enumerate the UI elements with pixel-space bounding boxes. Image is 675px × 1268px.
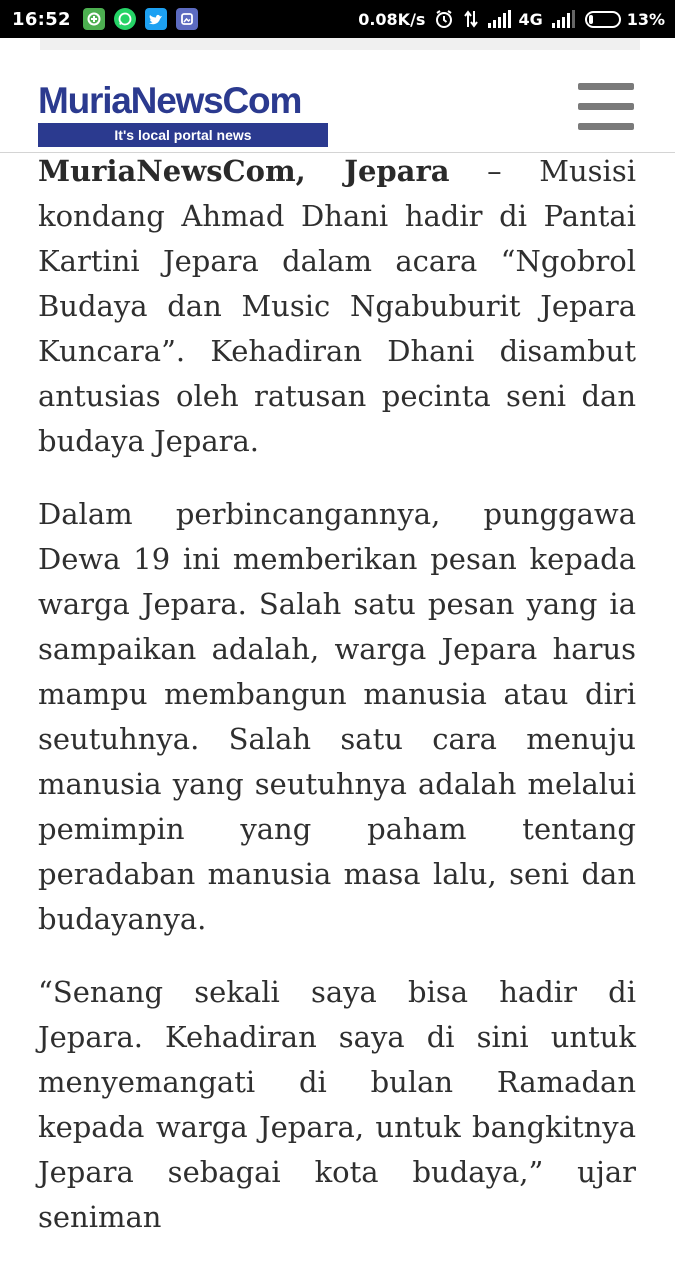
menu-bar (578, 83, 634, 90)
status-time: 16:52 (12, 8, 71, 30)
data-transfer-icon (463, 9, 479, 29)
status-bar (0, 0, 675, 38)
gallery-icon (176, 8, 198, 30)
signal-icon (552, 10, 576, 28)
logo-name: MuriaNewsCom (38, 80, 302, 121)
hamburger-menu-icon[interactable] (576, 82, 636, 132)
status-right (358, 9, 665, 29)
article-paragraph (38, 149, 636, 464)
article-paragraph: “Senang sekali saya bisa hadir di Jepara. Kehadiran saya di sini untuk menyemangati di bulan Ramadan kepada warga Jepara, untuk bangkitnya Jepara sebagai kota budaya,” ujar seniman (38, 975, 636, 1234)
twitter-icon (145, 8, 167, 30)
article-dateline: MuriaNewsCom, Jepara (38, 154, 450, 188)
app-icon (83, 8, 105, 30)
site-logo[interactable] (38, 82, 328, 147)
battery-fill (589, 15, 593, 24)
battery-percent: 13% (626, 9, 665, 29)
menu-bar (578, 103, 634, 110)
article-body (38, 152, 636, 1268)
menu-bar (578, 123, 634, 130)
net-speed: 0.08K/s (358, 9, 426, 29)
signal-icon (488, 10, 512, 28)
site-header (0, 38, 675, 153)
article-paragraph-text: – Musisi kondang Ahmad Dhani hadir di Pantai Kartini Jepara dalam acara “Ngobrol Budaya dan Music Ngabuburit Jepara Kuncara”. Kehadiran Dhani disambut antusias oleh ratusan pecinta seni dan budaya Jepara. (38, 154, 636, 458)
status-left (12, 8, 207, 30)
whatsapp-icon (114, 8, 136, 30)
alarm-icon (434, 9, 454, 29)
logo-tagline: It's local portal news (38, 123, 328, 147)
network-type: 4G (518, 9, 543, 29)
article-paragraph: Dalam perbincangannya, punggawa Dewa 19 ini memberikan pesan kepada warga Jepara. Salah satu pesan yang ia sampaikan adalah, warga Jepara harus mampu membangun manusia atau diri seutuhnya. Salah satu cara menuju manusia yang seutuhnya adalah melalui pemimpin yang paham tentang peradaban manusia masa lalu, seni dan budayanya. (38, 497, 636, 936)
battery-icon (585, 11, 621, 28)
